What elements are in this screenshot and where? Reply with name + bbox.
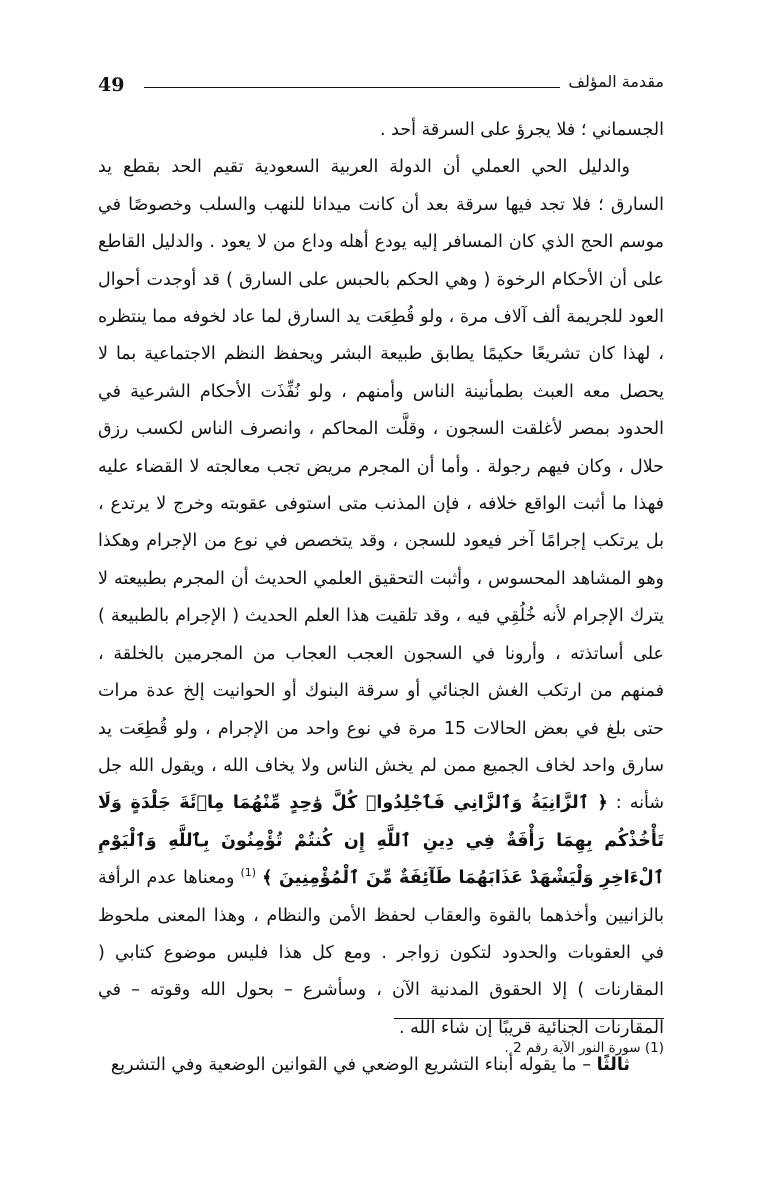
paragraph-3-text: – ما يقوله أبناء التشريع الوضعي في القوانين الوضعية وفي التشريع [110,1055,591,1076]
page-header [98,72,664,104]
paragraph-2-text: والدليل الحي العملي أن الدولة العربية السعودية تقيم الحد بقطع يد السارق ؛ فلا تجد فيها سرقة بعد أن كانت ميدانا للنهب والسلب وخصوصًا في موسم الحج الذي كان المسافر إليه يودع أهله وداع من لا يعود . والدليل القاطع على أن الأحكام الرخوة ( وهي الحكم بالحبس على السارق ) قد أوجدت أحوال العود للجريمة ألف آلاف مرة ، ولو قُطِعَت يد السارق لما عاد لخوفه مما ينتظره ، لهذا كان تشريعًا حكيمًا يطابق طبيعة البشر ويحفظ النظم الاجتماعية بما لا يحصل معه العبث بطمأنينة الناس وأمنهم ، ولو نُفِّذَت الأحكام الشرعية في الحدود بمصر لأغلقت السجون ، وقلَّت المحاكم ، وانصرف الناس لكسب رزق حلال ، وكان فيهم رجولة . وأما أن المجرم مريض تجب معالجته لا القضاء عليه فهذا ما أثبت الواقع خلافه ، فإن المذنب متى استوفى عقوبته وخرج لا يرتدع ، بل يرتكب إجرامًا آخر فيعود للسجن ، وقد يتخصص في نوع من الإجرام وهكذا وهو المشاهد المحسوس ، وأثبت التحقيق العلمي الحديث أن المجرم بطبيعته لا يترك الإجرام لأنه خُلُقِي فيه ، وقد تلقيت هذا العلم الحديث ( الإجرام بالطبيعة ) على أساتذته ، وأرونا في السجون العجب العجاب من المجرمين بالخلقة ، فمنهم من ارتكب الغش الجنائي أو سرقة البنوك أو الحوانيت إلخ عدة مرات حتى بلغ في بعض الحالات 15 مرة في نوع واحد من الإجرام ، ولو قُطِعَت يد سارق واحد لخاف الجميع ممن لم يخش الناس ولا يخاف الله ، ويقول الله جل شأنه : [98,157,664,814]
body-text [98,112,664,1085]
page-number: 49 [98,74,125,96]
quran-verse: ﴿ ٱلزَّانِيَةُ وَٱلزَّانِي فَٱجْلِدُوا۟ كُلَّ وَٰحِدٍ مِّنْهُمَا مِا۟ئَةَ جَلْدَةٍ وَلَا تَأْخُذْكُم بِهِمَا رَأْفَةٌ فِي دِينِ ٱللَّهِ إِن كُنتُمْ تُؤْمِنُونَ بِٱللَّهِ وَٱلْيَوْمِ ٱلْءَاخِرِ وَلْيَشْهَدْ عَذَابَهُمَا طَآئِفَةٌ مِّنَ ٱلْمُؤْمِنِينَ ﴾ [98,793,664,889]
paragraph-2-tail: ومعناها عدم الرأفة بالزانيين وأخذهما بالقوة والعقاب لحفظ الأمن والنظام ، وهذا المعنى ملحوظ في العقوبات والحدود لتكون زواجر . ومع كل هذا فليس موضوع كتابي ( المقارنات ) إلا الحقوق المدنية الآن ، وسأشرع – بحول الله وقوته – في المقارنات الجنائية قريبًا إن شاء الله . [98,868,664,1038]
running-head: مقدمة المؤلف [568,72,664,91]
footnote-rule [394,1018,664,1019]
footnote: (1) سورة النور الآية رقم 2 . [504,1040,664,1056]
footnote-reference: (1) [240,866,257,880]
paragraph-2 [98,149,664,1047]
paragraph-3-label: ثالثًا [596,1055,630,1076]
paragraph-1: الجسماني ؛ فلا يجرؤ على السرقة أحد . [379,120,664,140]
header-rule [144,87,560,88]
